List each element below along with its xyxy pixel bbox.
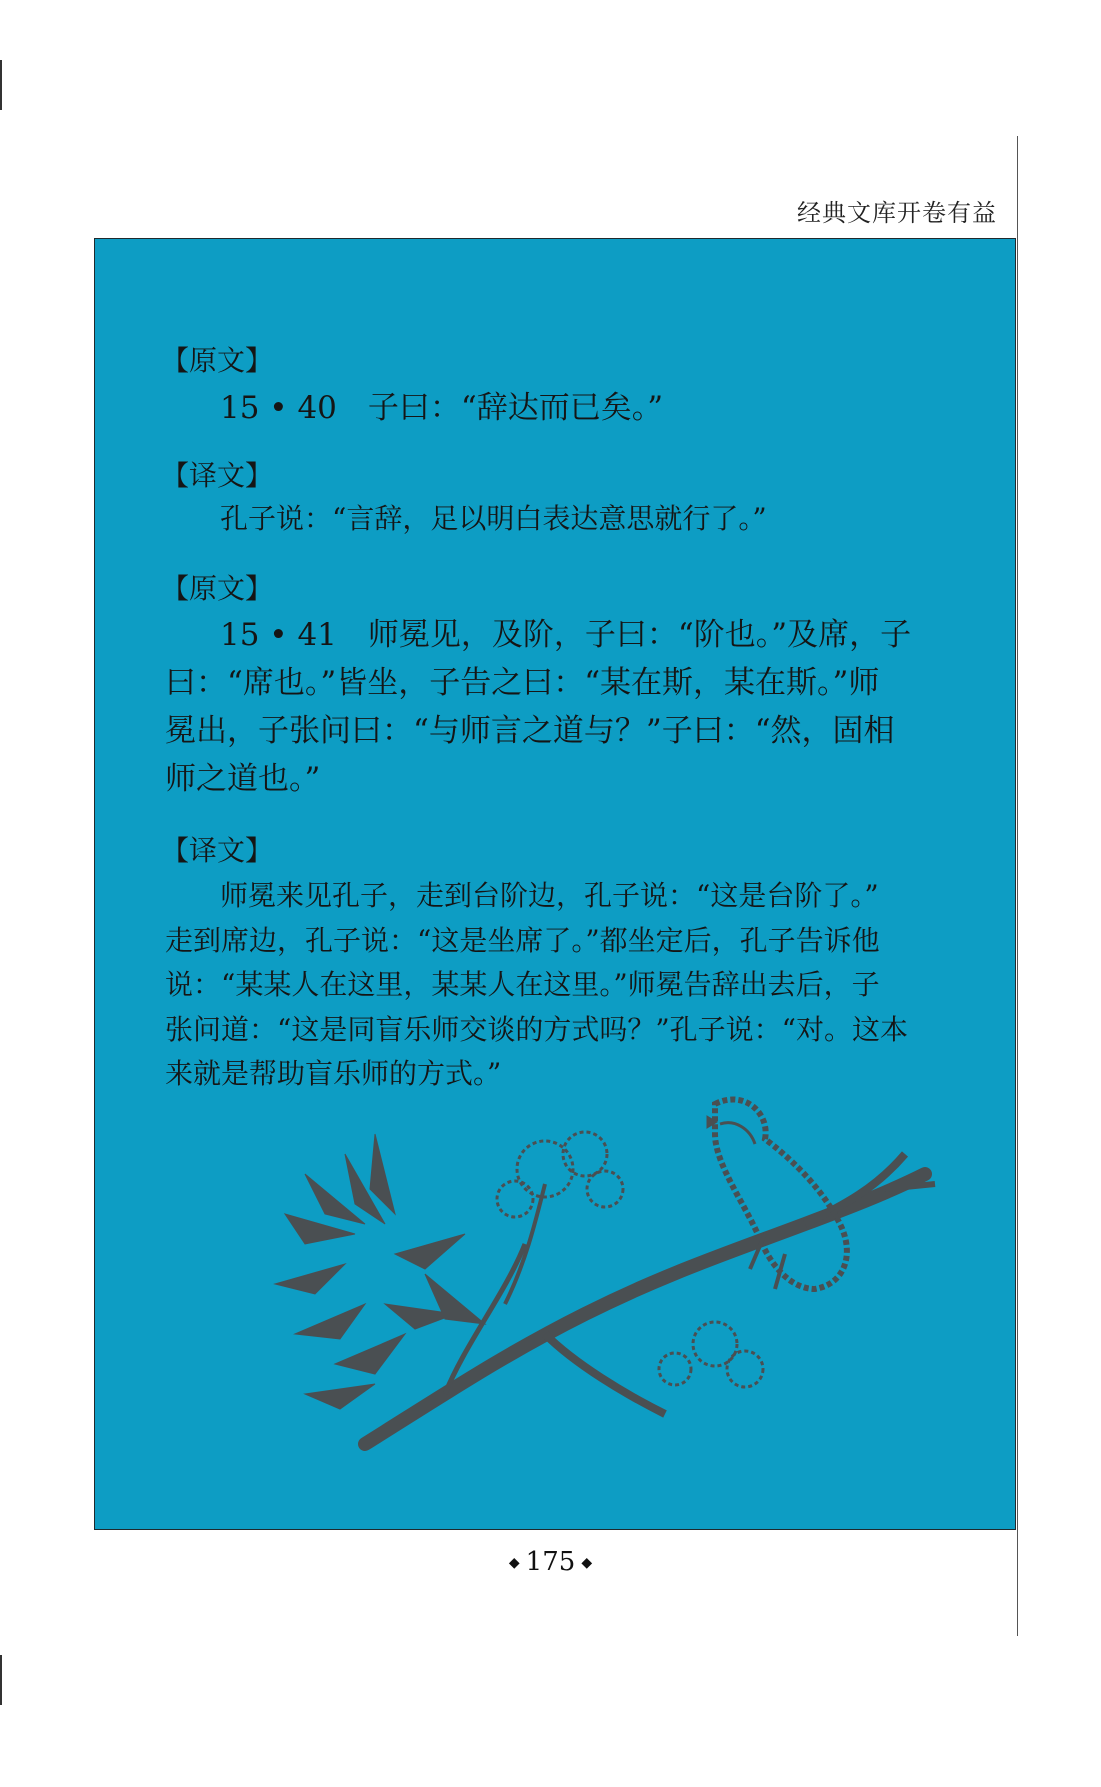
text-line: 说：“某某人在这里，某某人在这里。”师冕告辞出去后，子: [165, 968, 880, 1001]
text-line: 15 • 40 子曰：“辞达而已矣。”: [220, 390, 664, 426]
crop-mark-top-left: [0, 60, 2, 110]
section-label-translation: 【译文】: [161, 459, 274, 492]
section-label-original: 【原文】: [161, 344, 274, 377]
running-header: 经典文库开卷有益: [797, 199, 997, 227]
text-line: 15 • 41 师冕见，及阶，子曰：“阶也。”及席，子: [220, 617, 912, 653]
text-line: 冕出，子张问曰：“与师言之道与？”子曰：“然，固相: [165, 713, 895, 749]
diamond-ornament-icon: ◆: [508, 1555, 520, 1571]
text-line: 张问道：“这是同盲乐师交谈的方式吗？”孔子说：“对。这本: [165, 1013, 908, 1046]
margin-rule: [1017, 136, 1018, 1636]
text-line: 来就是帮助盲乐师的方式。”: [165, 1057, 502, 1090]
section-label-translation: 【译文】: [161, 834, 274, 867]
text-line: 孔子说：“言辞，足以明白表达意思就行了。”: [220, 502, 767, 535]
text-line: 师冕来见孔子，走到台阶边，孔子说：“这是台阶了。”: [220, 879, 879, 912]
bird-on-branch-ink-painting-icon: [245, 1094, 965, 1454]
page-number: [0, 1547, 1101, 1577]
diamond-ornament-icon: ◆: [581, 1555, 593, 1571]
page-number-value: 175: [525, 1547, 576, 1577]
text-line: 师之道也。”: [165, 761, 321, 797]
text-line: 曰：“席也。”皆坐，子告之曰：“某在斯，某在斯。”师: [165, 665, 880, 701]
crop-mark-bottom-left: [0, 1655, 2, 1705]
text-line: 走到席边，孔子说：“这是坐席了。”都坐定后，孔子告诉他: [165, 924, 880, 957]
section-label-original: 【原文】: [161, 572, 274, 605]
content-panel: [94, 238, 1016, 1530]
